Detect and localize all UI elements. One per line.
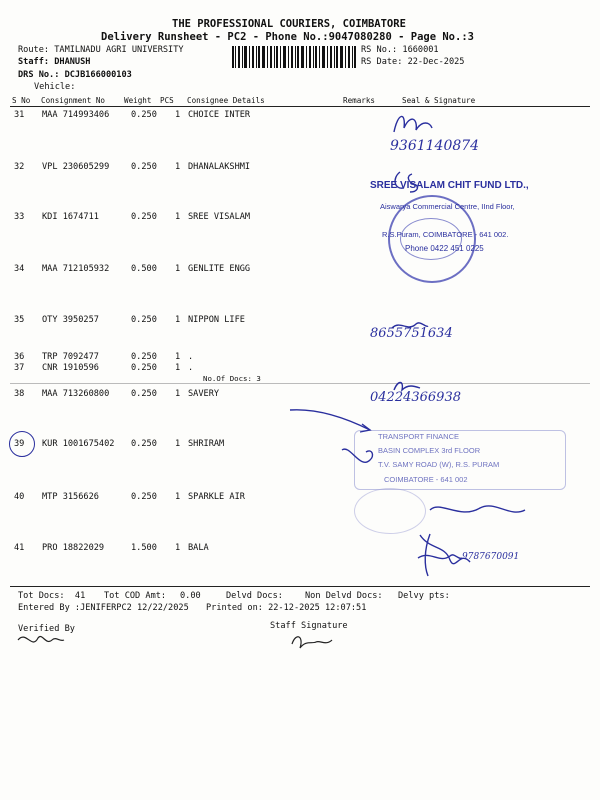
signature-38 xyxy=(392,378,422,394)
no-of-docs: No.Of Docs: 3 xyxy=(203,374,261,383)
vehicle: Vehicle: xyxy=(34,82,76,92)
row-consignee: DHANALAKSHMI xyxy=(188,162,251,172)
stamp-city: R.S.Puram, COIMBATORE - 641 002. xyxy=(382,230,509,239)
row-consignee: GENLITE ENGG xyxy=(188,264,251,274)
stamp-phone: Phone 0422 451 0225 xyxy=(405,244,484,253)
transport-stamp-line3: T.V. SAMY ROAD (W), R.S. PURAM xyxy=(378,460,500,469)
row-sno: 38 xyxy=(14,389,25,399)
row-pcs: 1 xyxy=(175,264,181,274)
row-pcs: 1 xyxy=(175,389,181,399)
row-pcs: 1 xyxy=(175,363,181,373)
col-weight: Weight xyxy=(124,96,152,105)
col-seal: Seal & Signature xyxy=(402,96,476,105)
signature-31 xyxy=(388,108,436,142)
transport-stamp-line1: TRANSPORT FINANCE xyxy=(378,432,459,441)
handwritten-phone-35: 8655751634 xyxy=(370,326,453,341)
col-consignment: Consignment No xyxy=(41,96,106,105)
row-consignee: . xyxy=(188,352,194,362)
row-weight: 0.500 xyxy=(131,264,157,274)
staff-signature xyxy=(290,630,334,654)
row-weight: 0.250 xyxy=(131,363,157,373)
row-pcs: 1 xyxy=(175,162,181,172)
signature-32 xyxy=(390,168,426,196)
row-weight: 0.250 xyxy=(131,212,157,222)
total-docs: Tot Docs: 41 xyxy=(18,591,86,601)
row-consignment: CNR 1910596 xyxy=(42,363,99,373)
row-consignment: MAA 713260800 xyxy=(42,389,110,399)
col-pcs: PCS xyxy=(160,96,174,105)
row-consignment: MAA 712105932 xyxy=(42,264,110,274)
row-consignment: OTY 3950257 xyxy=(42,315,99,325)
row-weight: 1.500 xyxy=(131,543,157,553)
row-sno: 41 xyxy=(14,543,25,553)
row-weight: 0.250 xyxy=(131,389,157,399)
delivered-docs: Delvd Docs: xyxy=(226,591,283,601)
printed-on: Printed on: 22-12-2025 12:07:51 xyxy=(206,603,367,613)
row-weight: 0.250 xyxy=(131,110,157,120)
row-consignment: MTP 3156626 xyxy=(42,492,99,502)
transport-stamp-line2: BASIN COMPLEX 3rd FLOOR xyxy=(378,446,481,455)
col-sno: S No xyxy=(12,96,31,105)
barcode xyxy=(232,46,356,68)
row-consignee: NIPPON LIFE xyxy=(188,315,245,325)
row-sno: 34 xyxy=(14,264,25,274)
stamp-company: SREE VISALAM CHIT FUND LTD., xyxy=(370,180,529,191)
staff-signature-label: Staff Signature xyxy=(270,621,348,631)
transport-stamp-line4: COIMBATORE - 641 002 xyxy=(384,475,468,484)
total-cod-amount: 0.00 xyxy=(180,591,201,601)
verifier-signature xyxy=(16,626,66,652)
seal-stamp-inner xyxy=(400,218,462,260)
verified-by-label: Verified By xyxy=(18,624,75,634)
row-consignee: SREE VISALAM xyxy=(188,212,251,222)
row-consignment: KDI 1674711 xyxy=(42,212,99,222)
row-consignee: SHRIRAM xyxy=(188,439,225,449)
delivery-points: Delvy pts: xyxy=(398,591,450,601)
row-consignment: KUR 1001675402 xyxy=(42,439,115,449)
row-consignee: . xyxy=(188,363,194,373)
row-consignment: VPL 230605299 xyxy=(42,162,110,172)
row-consignee: SAVERY xyxy=(188,389,220,399)
non-delivered-docs: Non Delvd Docs: xyxy=(305,591,383,601)
row-consignment: PRO 18822029 xyxy=(42,543,105,553)
row-sno: 40 xyxy=(14,492,25,502)
row-weight: 0.250 xyxy=(131,492,157,502)
row-consignee: SPARKLE AIR xyxy=(188,492,245,502)
row-sno: 36 xyxy=(14,352,25,362)
handwritten-phone-41: 9787670091 xyxy=(462,552,520,562)
header-rule xyxy=(10,106,590,107)
col-remarks: Remarks xyxy=(343,96,376,105)
handwritten-phone-38: 04224366938 xyxy=(370,390,461,405)
row-pcs: 1 xyxy=(175,543,181,553)
row-weight: 0.250 xyxy=(131,352,157,362)
rs-date: RS Date: 22-Dec-2025 xyxy=(361,57,465,67)
row-consignment: MAA 714993406 xyxy=(42,110,110,120)
drs-number: DRS No.: DCJB166000103 xyxy=(18,70,132,80)
stamp-address: Aiswarya Commercial Centre, IInd Floor, xyxy=(380,202,515,211)
row-sno: 39 xyxy=(14,439,25,449)
signature-35 xyxy=(390,318,430,334)
row-sno: 31 xyxy=(14,110,25,120)
handwritten-phone-31: 9361140874 xyxy=(390,138,480,154)
row-pcs: 1 xyxy=(175,492,181,502)
row-sno: 33 xyxy=(14,212,25,222)
row-weight: 0.250 xyxy=(131,315,157,325)
row-pcs: 1 xyxy=(175,315,181,325)
col-consignee: Consignee Details xyxy=(187,96,265,105)
route: Route: TAMILNADU AGRI UNIVERSITY xyxy=(18,45,184,55)
runsheet-subtitle: Delivery Runsheet - PC2 - Phone No.:9047080280 - Page No.:3 xyxy=(101,31,474,43)
staff: Staff: DHANUSH xyxy=(18,57,91,67)
row-sno: 37 xyxy=(14,363,25,373)
total-cod-label: Tot COD Amt: xyxy=(104,591,167,601)
row-weight: 0.250 xyxy=(131,162,157,172)
row-sno: 35 xyxy=(14,315,25,325)
row-consignee: CHOICE INTER xyxy=(188,110,251,120)
row-pcs: 1 xyxy=(175,352,181,362)
row-consignee: BALA xyxy=(188,543,209,553)
row-pcs: 1 xyxy=(175,212,181,222)
rs-number: RS No.: 1660001 xyxy=(361,45,439,55)
row-consignment: TRP 7092477 xyxy=(42,352,99,362)
signature-41 xyxy=(410,530,465,580)
row-pcs: 1 xyxy=(175,439,181,449)
company-title: THE PROFESSIONAL COURIERS, COIMBATORE xyxy=(172,18,406,30)
entered-by: Entered By :JENIFERPC2 12/22/2025 xyxy=(18,603,189,613)
row-weight: 0.250 xyxy=(131,439,157,449)
row-sno: 32 xyxy=(14,162,25,172)
row-pcs: 1 xyxy=(175,110,181,120)
